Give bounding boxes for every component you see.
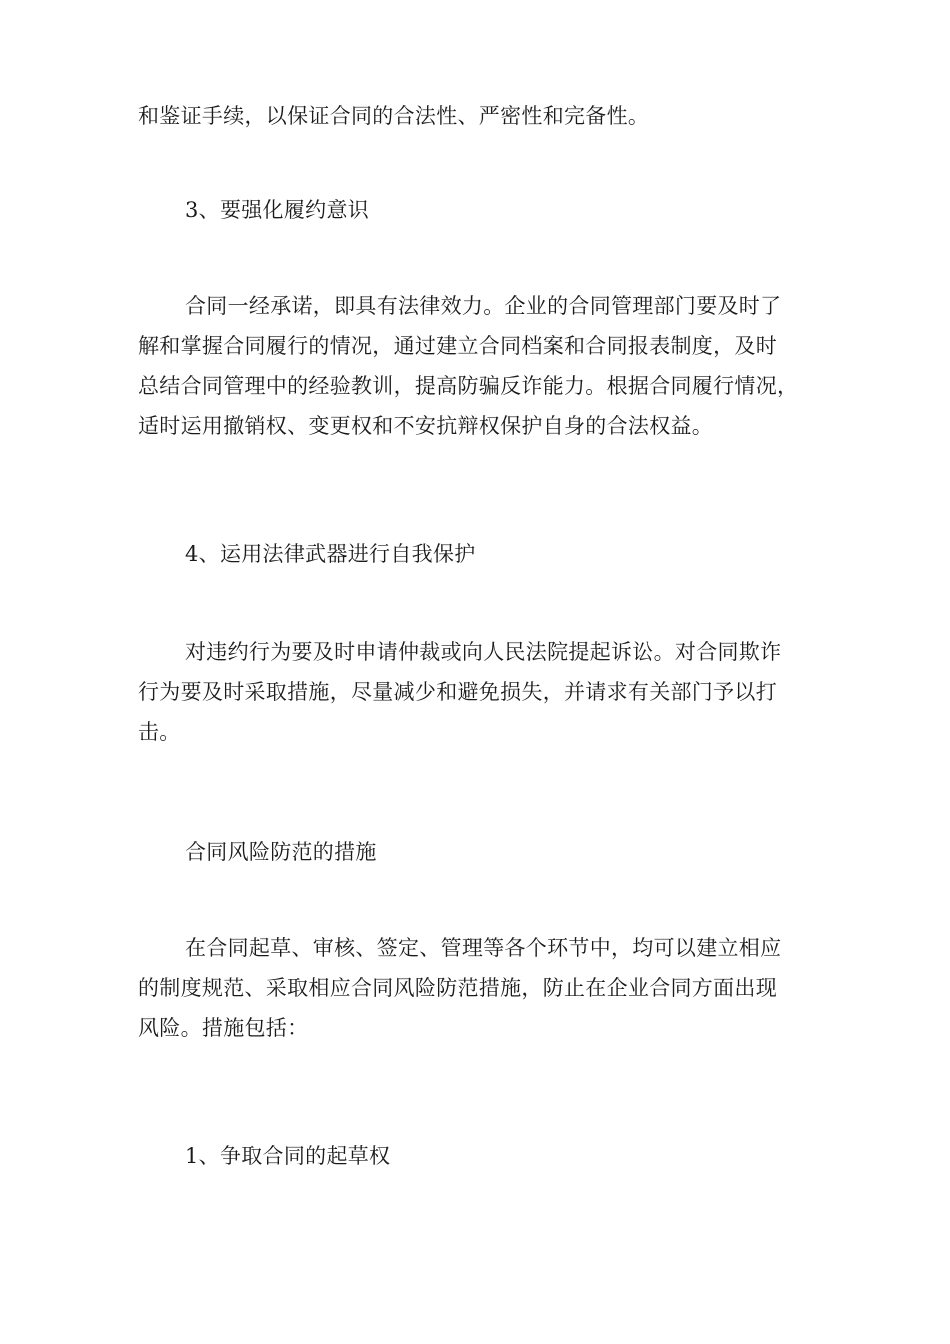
paragraph-line: 适时运用撤销权、变更权和不安抗辩权保护自身的合法权益。: [138, 414, 714, 438]
paragraph-line: 和鉴证手续，以保证合同的合法性、严密性和完备性。: [138, 104, 650, 128]
paragraph-line: 总结合同管理中的经验教训，提高防骗反诈能力。根据合同履行情况，: [138, 374, 799, 398]
section-heading-risk-measures: [138, 832, 873, 872]
paragraph-risk-measures: [138, 928, 826, 1048]
paragraph-line: 行为要及时采取措施，尽量减少和避免损失，并请求有关部门予以打: [138, 680, 777, 704]
paragraph-line: 的制度规范、采取相应合同风险防范措施，防止在企业合同方面出现: [138, 976, 777, 1000]
heading-text: 合同风险防范的措施: [185, 840, 377, 864]
heading-text: 4、运用法律武器进行自我保护: [185, 542, 476, 566]
paragraph-line: 合同一经承诺，即具有法律效力。企业的合同管理部门要及时了: [185, 294, 782, 318]
heading-text: 3、要强化履约意识: [185, 198, 370, 222]
section-heading-3: [138, 190, 873, 230]
paragraph-line: 解和掌握合同履行的情况，通过建立合同档案和合同报表制度，及时: [138, 334, 777, 358]
paragraph-line: 风险。措施包括：: [138, 1016, 309, 1040]
paragraph-line: 在合同起草、审核、签定、管理等各个环节中，均可以建立相应: [185, 936, 782, 960]
section-heading-4: [138, 534, 873, 574]
heading-text: 1、争取合同的起草权: [185, 1144, 391, 1168]
paragraph-legal-protection: [138, 632, 826, 752]
paragraph-continuation: [138, 96, 826, 136]
section-heading-1: [138, 1136, 873, 1176]
paragraph-line: 对违约行为要及时申请仲裁或向人民法院提起诉讼。对合同欺诈: [185, 640, 782, 664]
paragraph-line: 击。: [138, 720, 181, 744]
paragraph-performance-awareness: [138, 286, 826, 446]
